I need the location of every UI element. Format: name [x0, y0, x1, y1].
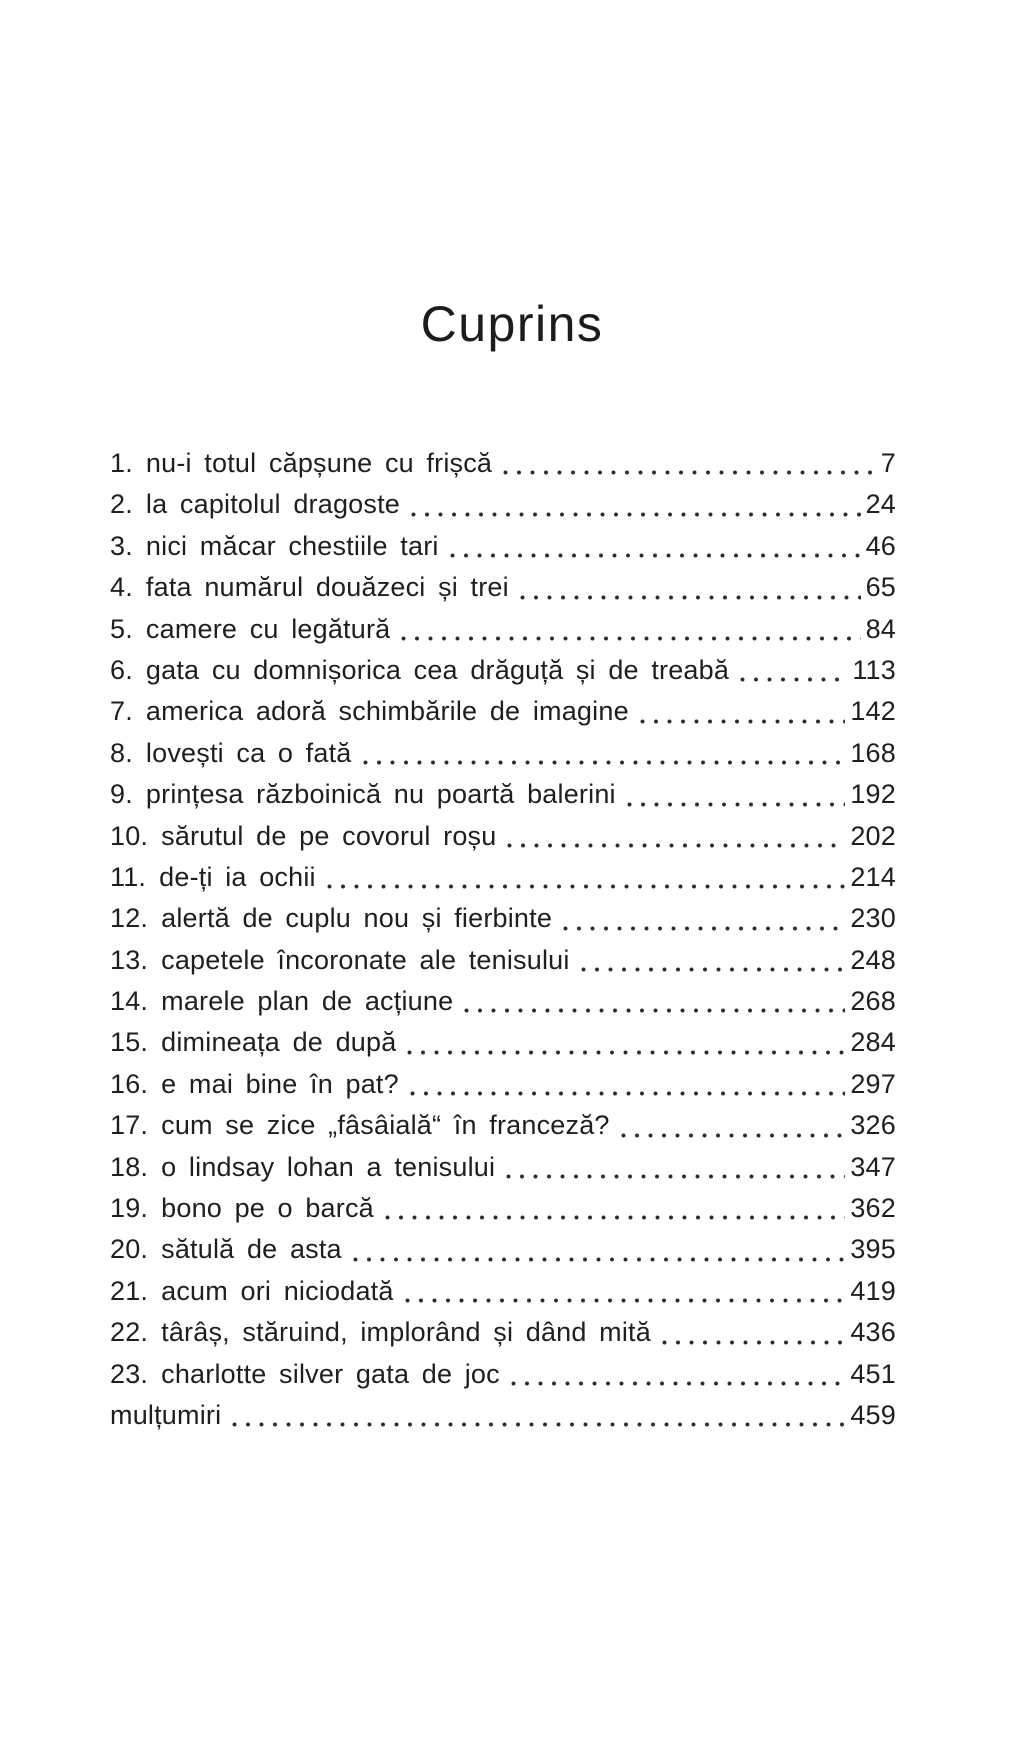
dot-leader: [638, 691, 846, 732]
chapter-number: 11.: [110, 861, 147, 892]
chapter-title: fata numărul douăzeci și trei: [145, 572, 509, 603]
chapter-page-number: 65: [865, 572, 896, 603]
toc-entry: [110, 1271, 896, 1312]
chapter-number: 15.: [110, 1027, 149, 1058]
chapter-page-number: 84: [865, 613, 896, 644]
dot-leader: [351, 1229, 846, 1270]
chapter-number: 20.: [110, 1234, 149, 1265]
chapter-title: camere cu legătură: [145, 613, 391, 644]
chapter-number: 3.: [110, 530, 133, 561]
chapter-number: 16.: [110, 1068, 149, 1099]
toc-entry: [110, 526, 896, 567]
chapter-page-number: 46: [865, 530, 896, 561]
chapter-number: 5.: [110, 613, 133, 644]
chapter-page-number: 419: [850, 1275, 896, 1306]
chapter-title: dimineața de după: [161, 1027, 397, 1058]
toc-entry: [110, 1064, 896, 1105]
chapter-page-number: 142: [850, 696, 896, 727]
dot-leader: [408, 1064, 846, 1105]
dot-leader: [561, 898, 845, 939]
chapter-number: 1.: [110, 448, 133, 478]
toc-entry: [110, 567, 896, 608]
dot-leader: [619, 1105, 846, 1146]
toc-entry: [110, 650, 896, 691]
toc-entry: [110, 1022, 896, 1063]
toc-entry: [110, 816, 896, 857]
toc-entry: [110, 1147, 896, 1188]
toc-entry: [110, 443, 896, 484]
dot-leader: [462, 981, 845, 1022]
chapter-number: 7.: [110, 696, 133, 727]
chapter-page-number: 7: [880, 448, 896, 478]
chapter-title: lovești ca o fată: [145, 737, 352, 768]
dot-leader: [509, 1354, 845, 1395]
toc-entry: [110, 898, 896, 939]
chapter-page-number: 248: [850, 944, 896, 975]
chapter-title: o lindsay lohan a tenisului: [161, 1151, 496, 1182]
chapter-title: capetele încoronate ale tenisului: [161, 944, 570, 975]
chapter-page-number: 326: [850, 1110, 896, 1141]
toc-entry: [110, 774, 896, 815]
toc-entry: [110, 857, 896, 898]
chapter-page-number: 362: [850, 1193, 896, 1224]
toc-entry: [110, 691, 896, 732]
chapter-page-number: 395: [850, 1234, 896, 1265]
chapter-number: 6.: [110, 654, 133, 685]
chapter-title: bono pe o barcă: [161, 1193, 374, 1224]
chapter-title: nu-i totul căpșune cu frișcă: [145, 448, 493, 478]
toc-entry: [110, 1229, 896, 1270]
dot-leader: [501, 443, 876, 484]
dot-leader: [660, 1312, 845, 1353]
toc-entry: [110, 1188, 896, 1229]
dot-leader: [579, 940, 846, 981]
chapter-page-number: 459: [850, 1399, 896, 1430]
chapter-title: charlotte silver gata de joc: [161, 1358, 500, 1389]
chapter-number: 23.: [110, 1358, 149, 1389]
chapter-page-number: 113: [852, 654, 896, 685]
dot-leader: [518, 567, 861, 608]
chapter-title: mulțumiri: [110, 1399, 222, 1430]
chapter-title: e mai bine în pat?: [161, 1068, 399, 1099]
chapter-number: 4.: [110, 572, 133, 603]
chapter-title: cum se zice „fâsâială“ în franceză?: [161, 1110, 610, 1141]
dot-leader: [738, 650, 847, 691]
chapter-title: alertă de cuplu nou și fierbinte: [161, 903, 553, 934]
dot-leader: [505, 816, 845, 857]
chapter-number: 14.: [110, 986, 149, 1017]
toc-entry: [110, 981, 896, 1022]
chapter-title: prințesa războinică nu poartă balerini: [145, 779, 616, 810]
dot-leader: [405, 1022, 845, 1063]
dot-leader: [448, 526, 861, 567]
chapter-title: acum ori niciodată: [161, 1275, 394, 1306]
chapter-page-number: 202: [850, 820, 896, 851]
toc-list: [110, 443, 896, 1436]
chapter-title: târâș, stăruind, implorând și dând mită: [161, 1317, 651, 1348]
chapter-page-number: 436: [850, 1317, 896, 1348]
dot-leader: [409, 484, 861, 525]
dot-leader: [403, 1271, 846, 1312]
chapter-title: gata cu domnișorica cea drăguță și de treabă: [145, 654, 730, 685]
chapter-page-number: 268: [850, 986, 896, 1017]
chapter-number: 8.: [110, 737, 133, 768]
toc-entry: [110, 1395, 896, 1436]
chapter-number: 18.: [110, 1151, 149, 1182]
chapter-page-number: 230: [850, 903, 896, 934]
chapter-page-number: 284: [850, 1027, 896, 1058]
toc-entry: [110, 484, 896, 525]
chapter-title: sătulă de asta: [161, 1234, 342, 1265]
chapter-number: 12.: [110, 903, 149, 934]
chapter-page-number: 168: [850, 737, 896, 768]
chapter-page-number: 192: [850, 779, 896, 810]
chapter-number: 22.: [110, 1317, 149, 1348]
dot-leader: [325, 857, 846, 898]
dot-leader: [383, 1188, 845, 1229]
chapter-number: 17.: [110, 1110, 149, 1141]
dot-leader: [361, 733, 846, 774]
chapter-number: 9.: [110, 779, 133, 810]
dot-leader: [230, 1395, 845, 1436]
toc-entry: [110, 1354, 896, 1395]
toc-entry: [110, 609, 896, 650]
toc-entry: [110, 733, 896, 774]
chapter-title: nici măcar chestiile tari: [145, 530, 439, 561]
chapter-page-number: 451: [850, 1358, 896, 1389]
chapter-page-number: 347: [850, 1151, 896, 1182]
chapter-number: 19.: [110, 1193, 149, 1224]
chapter-title: sărutul de pe covorul roșu: [161, 820, 497, 851]
chapter-title: marele plan de acțiune: [161, 986, 454, 1017]
chapter-number: 13.: [110, 944, 149, 975]
dot-leader: [504, 1147, 845, 1188]
dot-leader: [399, 609, 860, 650]
chapter-page-number: 24: [865, 489, 896, 520]
chapter-title: america adoră schimbările de imagine: [145, 696, 629, 727]
chapter-number: 2.: [110, 489, 133, 520]
chapter-page-number: 214: [850, 861, 896, 892]
chapter-page-number: 297: [850, 1068, 896, 1099]
chapter-number: 10.: [110, 820, 149, 851]
toc-entry: [110, 1105, 896, 1146]
dot-leader: [625, 774, 846, 815]
chapter-title: de-ți ia ochii: [159, 861, 316, 892]
chapter-title: la capitolul dragoste: [145, 489, 400, 520]
page-title: Cuprins: [420, 296, 604, 352]
chapter-number: 21.: [110, 1275, 149, 1306]
toc-entry: [110, 1312, 896, 1353]
toc-entry: [110, 940, 896, 981]
